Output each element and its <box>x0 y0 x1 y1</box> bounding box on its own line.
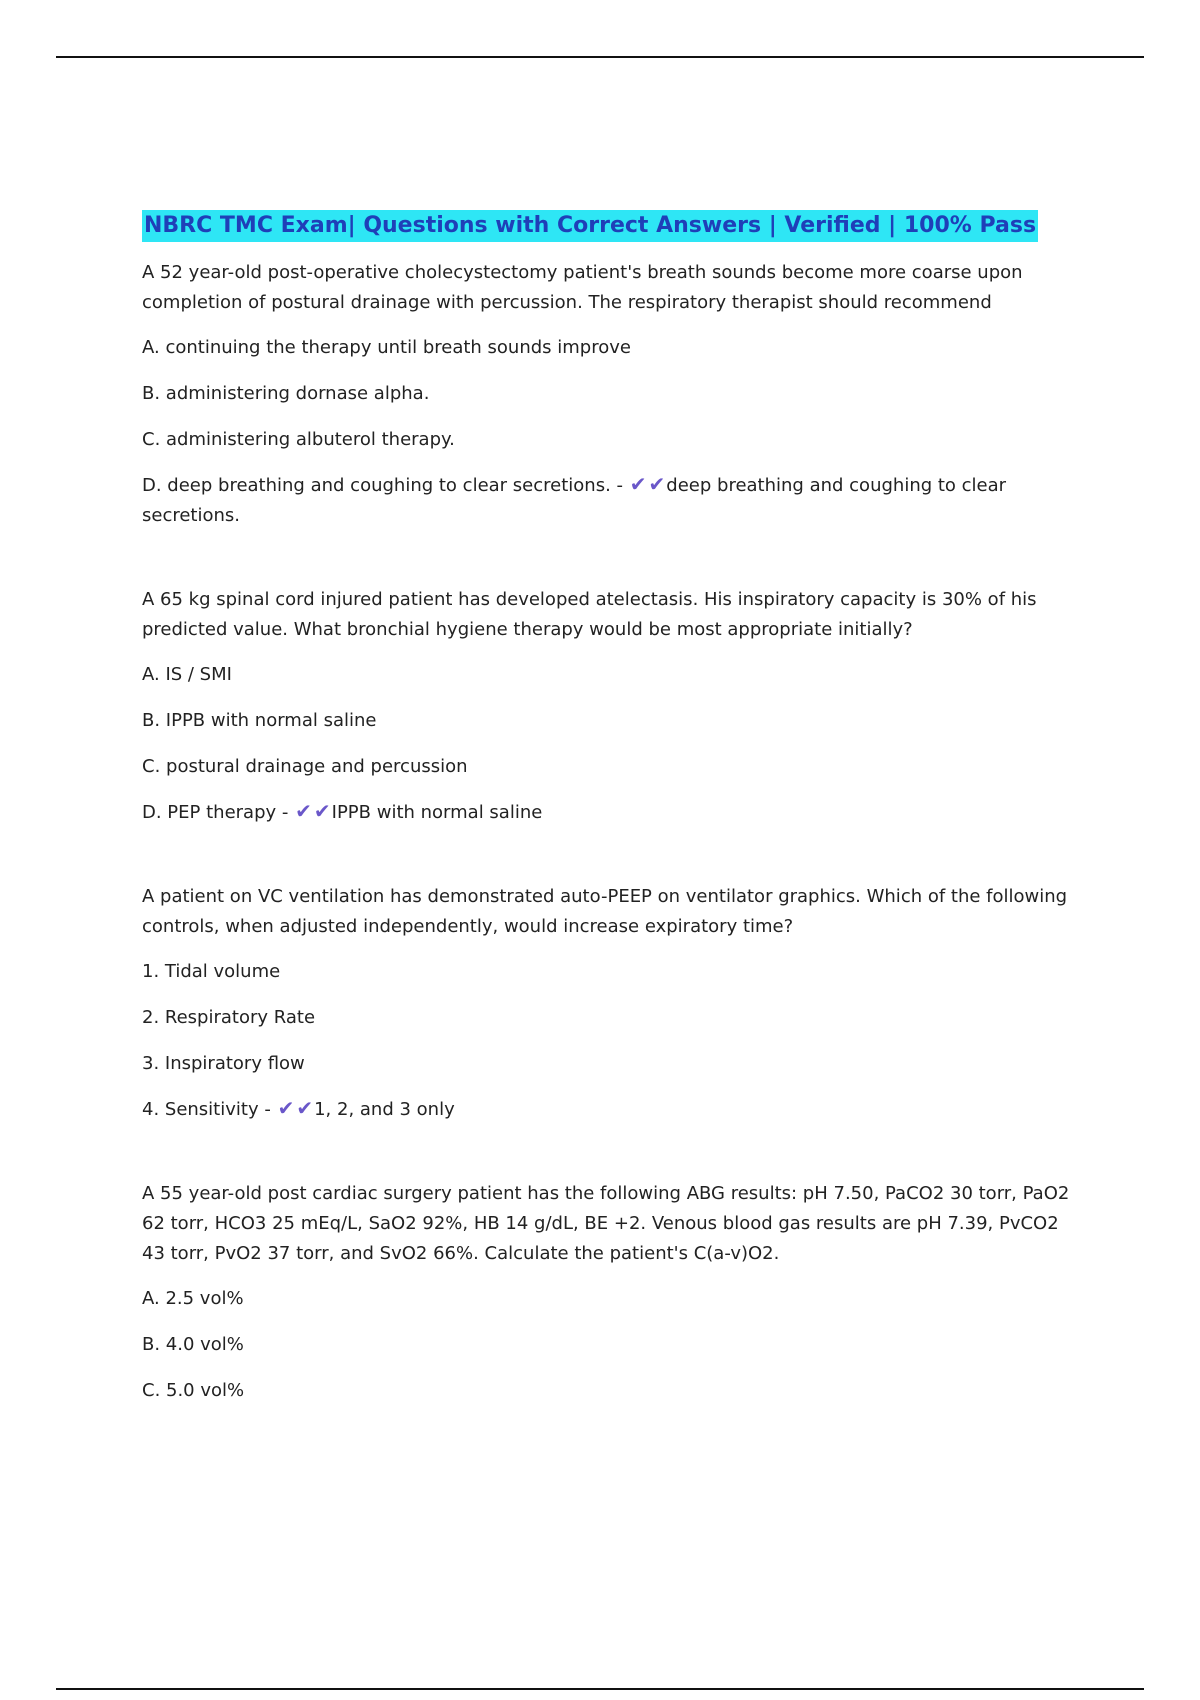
correct-answer: IPPB with normal saline <box>331 802 543 823</box>
check-icon: ✔ <box>313 799 331 823</box>
answer-option-a: A. 2.5 vol% <box>142 1288 244 1309</box>
footer-rule <box>56 1688 1144 1690</box>
check-icon: ✔ <box>629 472 647 496</box>
answer-option-d: D. PEP therapy - <box>142 802 289 823</box>
question-text: A 52 year-old post-operative cholecystectomy patient's breath sounds become more coarse upon completion of postural drainage with percussion. The respiratory therapist should recommend <box>142 262 1023 313</box>
answer-option-c: C. postural drainage and percussion <box>142 756 468 777</box>
answer-option-d-with-answer <box>142 798 1082 828</box>
answer-option-3: 3. Inspiratory flow <box>142 1053 305 1074</box>
question-block-2 <box>142 585 1082 828</box>
check-icon: ✔ <box>277 1096 295 1120</box>
answer-option-1: 1. Tidal volume <box>142 961 281 982</box>
check-icon: ✔ <box>295 799 312 823</box>
document-body <box>142 210 1082 1406</box>
answer-option-4-with-answer <box>142 1095 1082 1125</box>
answer-option-2: 2. Respiratory Rate <box>142 1007 316 1028</box>
answer-option-b: B. 4.0 vol% <box>142 1334 244 1355</box>
answer-option-c: C. administering albuterol therapy. <box>142 429 455 450</box>
question-block-1 <box>142 258 1082 531</box>
correct-answer: 1, 2, and 3 only <box>314 1099 455 1120</box>
answer-option-4: 4. Sensitivity - <box>142 1099 271 1120</box>
question-block-4 <box>142 1179 1082 1406</box>
question-text: A 55 year-old post cardiac surgery patient has the following ABG results: pH 7.50, PaCO2 30 torr, PaO2 62 torr, HCO3 25 mEq/L, SaO2 92%, HB 14 g/dL, BE +2. Venous blood gas results are pH 7.39, PvCO2 43 torr, PvO2 37 torr, and SvO2 66%. Calculate the patient's C(a-v)O2. <box>142 1183 1070 1264</box>
question-text: A patient on VC ventilation has demonstrated auto-PEEP on ventilator graphics. Which of the following controls, when adjusted independently, would increase expiratory time? <box>142 886 1068 937</box>
document-title: NBRC TMC Exam| Questions with Correct Answers | Verified | 100% Pass <box>142 210 1038 242</box>
answer-option-a: A. IS / SMI <box>142 664 232 685</box>
check-icon: ✔ <box>296 1096 314 1120</box>
header-rule <box>56 56 1144 58</box>
answer-option-b: B. administering dornase alpha. <box>142 383 430 404</box>
question-block-3 <box>142 882 1082 1125</box>
answer-option-d-with-answer <box>142 471 1082 531</box>
correct-answer: deep breathing and coughing to clear secretions. <box>142 475 1007 526</box>
answer-option-a: A. continuing the therapy until breath sounds improve <box>142 337 631 358</box>
question-text: A 65 kg spinal cord injured patient has developed atelectasis. His inspiratory capacity is 30% of his predicted value. What bronchial hygiene therapy would be most appropriate initially? <box>142 589 1037 640</box>
check-icon: ✔ <box>648 472 666 496</box>
answer-option-c: C. 5.0 vol% <box>142 1380 245 1401</box>
answer-option-d: D. deep breathing and coughing to clear secretions. - <box>142 475 624 496</box>
answer-option-b: B. IPPB with normal saline <box>142 710 377 731</box>
